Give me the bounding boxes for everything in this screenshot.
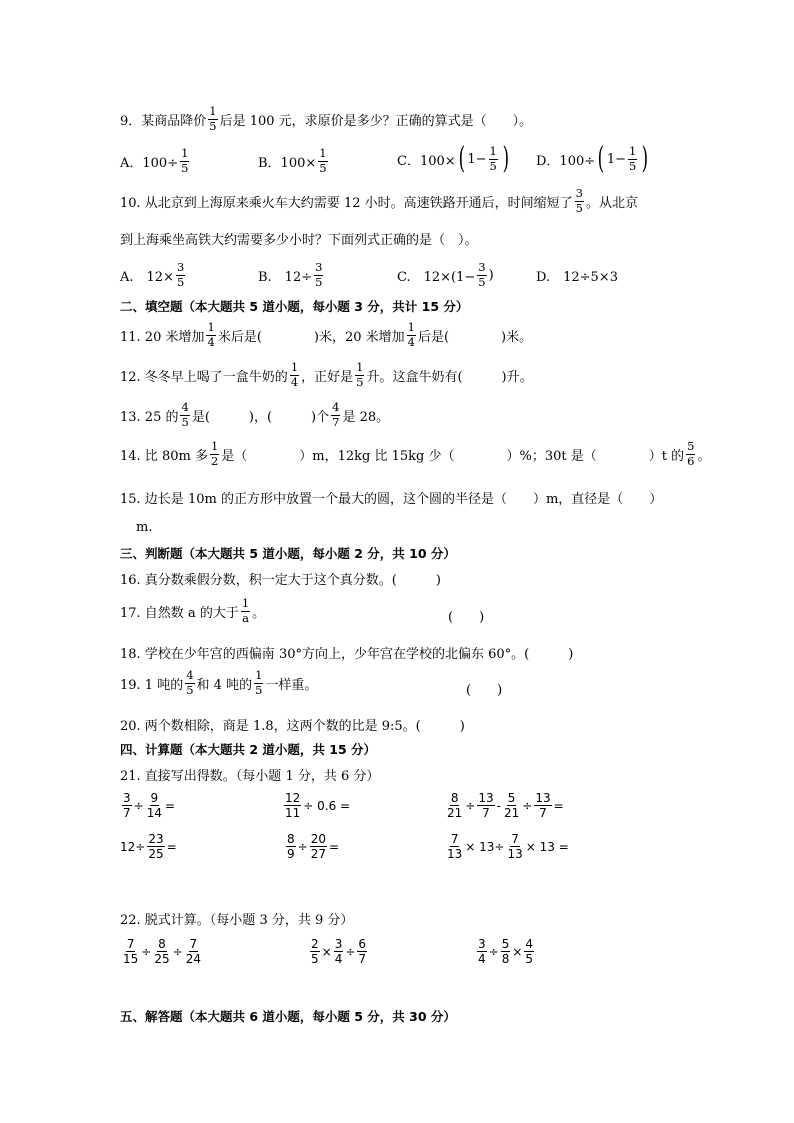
q21-item-a: $\frac{3}{7}$ ÷ $\frac{9}{14}$ = — [123, 791, 176, 820]
question-20: 20. 两个数相除，商是 1.8，这两个数的比是 9:5。( ) — [120, 719, 465, 734]
q10-option-a[interactable]: A. 12× $\frac{3}{5}$ — [120, 260, 185, 289]
q21-item-d: 12÷ $\frac{23}{25}$ = — [120, 832, 177, 861]
q21-item-f: $\frac{7}{13}$ × 13÷ $\frac{7}{13}$ × 13 = — [447, 832, 569, 861]
question-15-line2: m. — [136, 520, 153, 535]
q19-answer-paren: ( ) — [466, 683, 503, 698]
question-9: 9．某商品降价 $\frac{1}{5}$ 后是 100 元，求原价是多少？正确的算式是（ ）。 — [120, 104, 533, 133]
q21-item-e: $\frac{8}{9}$ ÷ $\frac{20}{27}$ = — [287, 832, 340, 861]
question-21-title: 21. 直接写出得数。（每小题 1 分，共 6 分） — [120, 769, 380, 784]
question-10: 10. 从北京到上海原来乘火车大约需要 12 小时。高速铁路开通后，时间缩短了 $\frac{3}{5}$ 。从北京 — [120, 186, 638, 215]
question-17: 17. 自然数 a 的大于 $\frac{1}{a}$ 。 — [120, 596, 266, 625]
q22-item-a: $\frac{7}{15}$ ÷ $\frac{8}{25}$ ÷ $\frac{7}{24}$ — [123, 937, 201, 966]
q9-option-d[interactable]: D．100÷ ( 1− $\frac{1}{5}$ ) — [536, 141, 649, 176]
q9-option-c[interactable]: C．100× ( 1− $\frac{1}{5}$ ) — [397, 141, 509, 176]
q10-option-d[interactable]: D. 12÷5×3 — [536, 270, 618, 285]
question-19: 19. 1 吨的 $\frac{4}{5}$ 和 4 吨的 $\frac{1}{5}$ 一样重。 — [120, 668, 318, 697]
question-18: 18. 学校在少年宫的西偏南 30°方向上，少年宫在学校的北偏东 60°。( ) — [120, 647, 574, 662]
q21-item-b: $\frac{12}{11}$ ÷ 0.6 = — [285, 791, 351, 820]
question-13: 13. 25 的 $\frac{4}{5}$ 是( )，( )个 $\frac{4}{7}$ 是 28。 — [120, 400, 390, 429]
q21-item-c: $\frac{8}{21}$ ÷ $\frac{13}{7}$ - $\frac{5}{21}$ ÷ $\frac{13}{7}$ = — [447, 791, 564, 820]
section-5-heading: 五、解答题（本大题共 6 道小题，每小题 5 分，共 30 分） — [120, 1009, 456, 1024]
question-12: 12. 冬冬早上喝了一盒牛奶的 $\frac{1}{4}$ ，正好是 $\frac{1}{5}$ 升。这盒牛奶有( )升。 — [120, 360, 533, 389]
q10-option-b[interactable]: B. 12÷ $\frac{3}{5}$ — [258, 260, 323, 289]
q17-answer-paren: ( ) — [448, 610, 485, 625]
q9-option-b[interactable]: B．100× $\frac{1}{5}$ — [258, 146, 327, 175]
question-11: 11. 20 米增加 $\frac{1}{4}$ 米后是( )米，20 米增加 $\frac{1}{4}$ 后是( )米。 — [120, 320, 533, 349]
question-14: 14. 比 80m 多 $\frac{1}{2}$ 是（ ）m，12kg 比 15kg 少（ ）%；30t 是（ ）t 的 $\frac{5}{6}$ 。 — [120, 439, 711, 468]
question-15: 15. 边长是 10m 的正方形中放置一个最大的圆，这个圆的半径是（ ）m，直径是（ ） — [120, 492, 663, 507]
question-10-line2: 到上海乘坐高铁大约需要多少小时？下面列式正确的是（ ）。 — [120, 233, 478, 248]
q22-item-b: $\frac{2}{5}$ × $\frac{3}{4}$ ÷ $\frac{6}{7}$ — [311, 937, 367, 966]
question-16: 16. 真分数乘假分数，积一定大于这个真分数。( ) — [120, 573, 441, 588]
q22-item-c: $\frac{3}{4}$ ÷ $\frac{5}{8}$ × $\frac{4}{5}$ — [478, 937, 534, 966]
section-3-heading: 三、判断题（本大题共 5 道小题，每小题 2 分，共 10 分） — [120, 546, 456, 561]
section-4-heading: 四、计算题（本大题共 2 道小题，共 15 分） — [120, 742, 377, 757]
fraction: $\frac{1}{5}$ — [209, 104, 217, 133]
q9-option-a[interactable]: A．100÷ $\frac{1}{5}$ — [120, 146, 189, 175]
q10-option-c[interactable]: C. 12×(1− $\frac{3}{5}$ ) — [397, 260, 494, 289]
section-2-heading: 二、填空题（本大题共 5 道小题，每小题 3 分，共计 15 分） — [120, 299, 469, 314]
question-22-title: 22. 脱式计算。（每小题 3 分，共 9 分） — [120, 913, 354, 928]
